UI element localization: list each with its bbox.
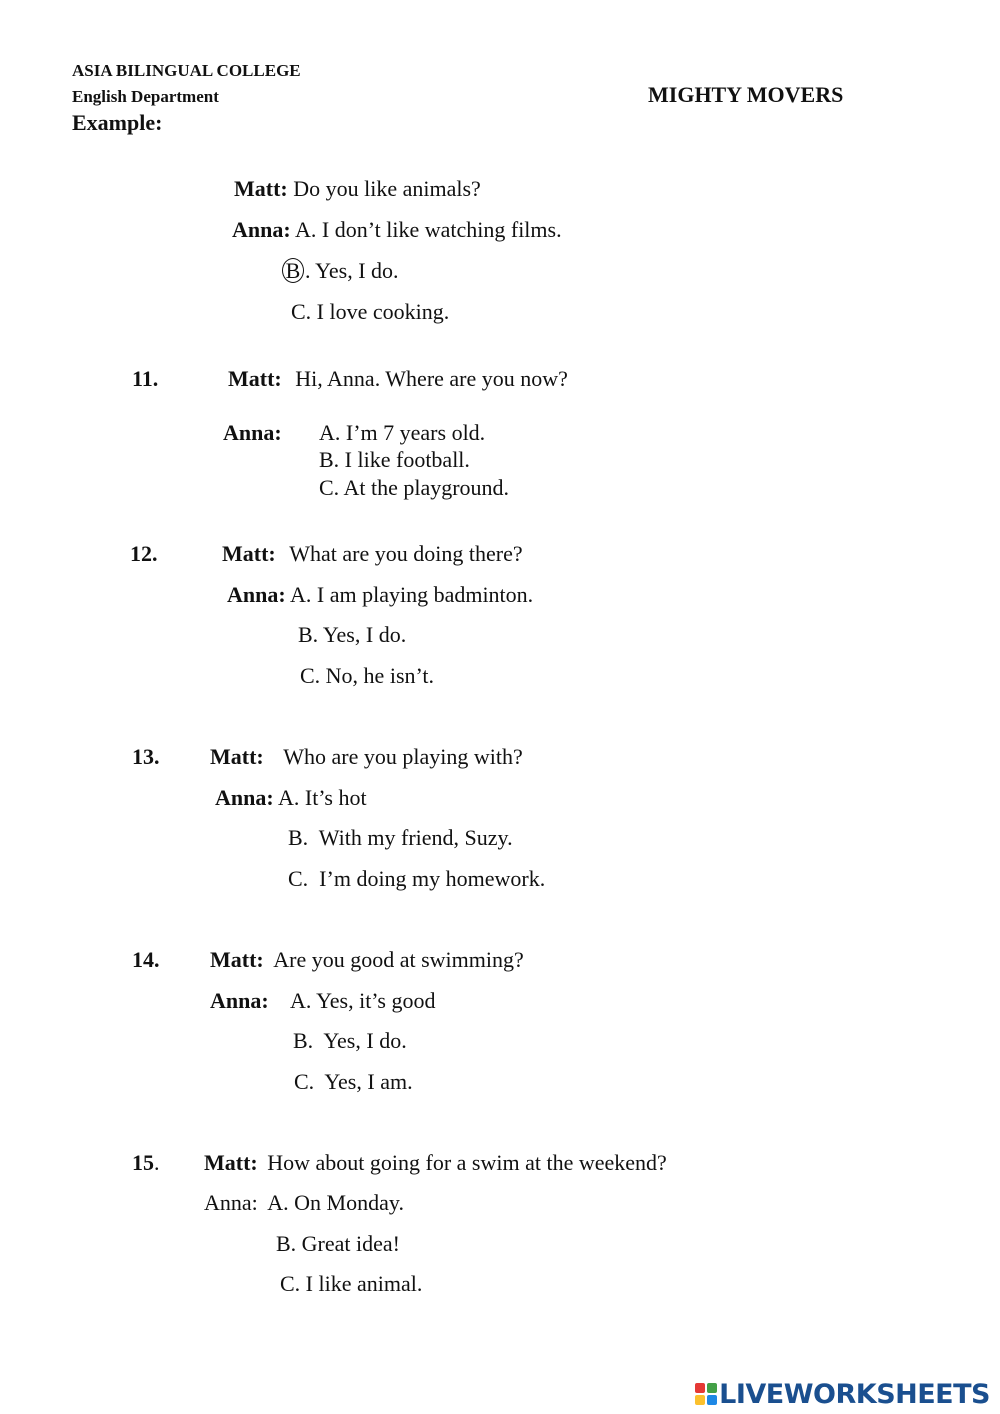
option-a: A. I don’t like watching films. xyxy=(294,217,562,242)
liveworksheets-logo-icon xyxy=(695,1383,717,1405)
example-question-row xyxy=(234,176,481,202)
option-c: C. I like animal. xyxy=(280,1271,423,1296)
question-number-suffix: . xyxy=(154,1150,160,1175)
speaker-label: Anna: xyxy=(232,217,291,242)
example-answer-a-row xyxy=(232,217,562,243)
option-a: A. Yes, it’s good xyxy=(290,988,436,1013)
option-b: B. With my friend, Suzy. xyxy=(288,825,513,850)
question-row xyxy=(204,1150,667,1176)
level-title: MIGHTY MOVERS xyxy=(648,82,844,107)
question-text: What are you doing there? xyxy=(289,541,523,566)
option-b: . Yes, I do. xyxy=(305,258,399,283)
option-b: B. Great idea! xyxy=(276,1231,400,1256)
option-a: A. I am playing badminton. xyxy=(289,582,534,607)
speaker-label: Matt: xyxy=(228,366,282,391)
option-b: B. I like football. xyxy=(319,447,470,472)
option-c: C. Yes, I am. xyxy=(294,1069,413,1094)
school-name: ASIA BILINGUAL COLLEGE xyxy=(72,61,301,80)
answer-a-row xyxy=(215,785,367,811)
option-a: A. I’m 7 years old. xyxy=(319,420,486,445)
example-label: Example: xyxy=(72,110,163,135)
question-number-row xyxy=(132,1150,160,1176)
selected-answer-circle: B xyxy=(282,258,304,283)
option-a: A. It’s hot xyxy=(277,785,367,810)
option-c: C. I’m doing my homework. xyxy=(288,866,546,891)
question-text: Do you like animals? xyxy=(293,176,481,201)
option-c: C. No, he isn’t. xyxy=(300,663,435,688)
speaker-label: Matt: xyxy=(234,176,288,201)
liveworksheets-logo[interactable] xyxy=(695,1374,990,1414)
example-answer-b-row xyxy=(282,258,399,284)
speaker-label: Anna: xyxy=(223,420,282,445)
question-number: 13. xyxy=(132,744,160,769)
question-number: 11. xyxy=(132,366,159,391)
question-text: How about going for a swim at the weekend? xyxy=(267,1150,667,1175)
speaker-label: Anna: xyxy=(227,582,286,607)
question-number: 12. xyxy=(130,541,158,566)
option-b: B. Yes, I do. xyxy=(298,622,407,647)
option-c: C. I love cooking. xyxy=(291,299,450,324)
speaker-label: Anna: xyxy=(204,1190,258,1215)
question-text: Hi, Anna. Where are you now? xyxy=(295,366,568,391)
option-b: B. Yes, I do. xyxy=(293,1028,407,1053)
answer-a-row xyxy=(204,1190,404,1216)
speaker-label: Anna: xyxy=(215,785,274,810)
answer-a-row xyxy=(227,582,533,608)
speaker-label: Matt: xyxy=(204,1150,258,1175)
question-row xyxy=(228,366,568,392)
question-row xyxy=(222,541,523,567)
speaker-label: Matt: xyxy=(210,744,264,769)
question-text: Who are you playing with? xyxy=(283,744,523,769)
question-row xyxy=(210,947,524,973)
option-a: A. On Monday. xyxy=(267,1190,404,1215)
question-text: Are you good at swimming? xyxy=(273,947,524,972)
question-row xyxy=(210,744,523,770)
speaker-label: Matt: xyxy=(210,947,264,972)
question-number: 14. xyxy=(132,947,160,972)
speaker-label: Matt: xyxy=(222,541,276,566)
speaker-label: Anna: xyxy=(210,988,269,1013)
question-number: 15 xyxy=(132,1150,154,1175)
department-name: English Department xyxy=(72,87,219,106)
option-c: C. At the playground. xyxy=(319,475,510,500)
logo-text: LIVEWORKSHEETS xyxy=(719,1378,990,1410)
